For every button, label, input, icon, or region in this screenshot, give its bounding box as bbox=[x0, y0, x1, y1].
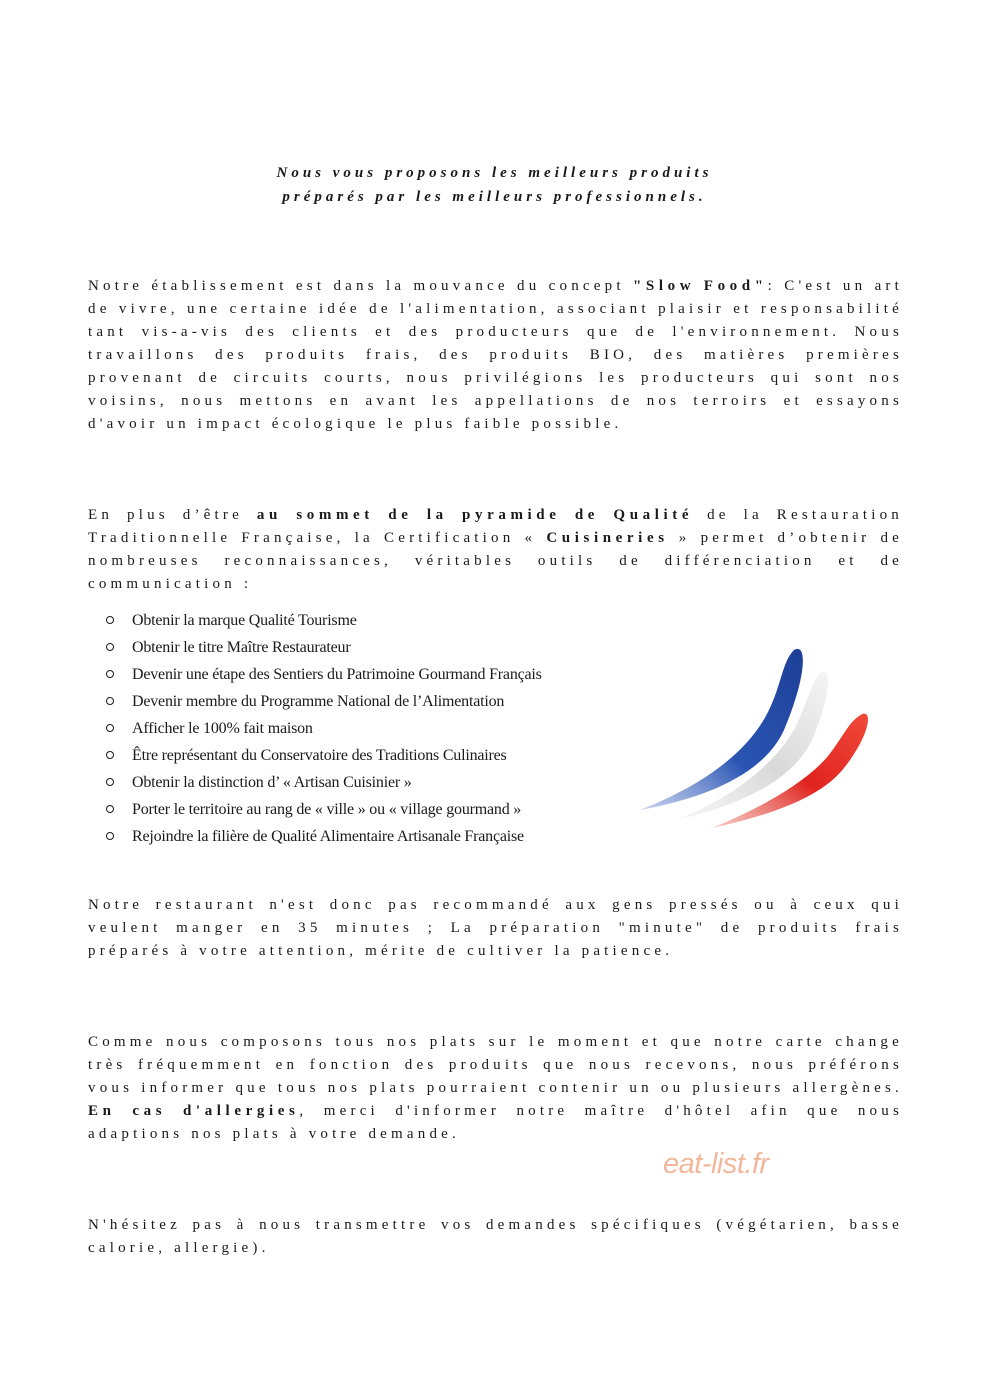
intro-line-1: Nous vous proposons les meilleurs produits bbox=[276, 165, 713, 181]
p2-text-a: En plus d’être bbox=[88, 507, 257, 523]
p4-text-a: Comme nous composons tous nos plats sur le moment et que notre carte change très fréquemment en fonction des produits que nous recevons, nous préférons vous informer que tous nos plats pourraient contenir un ou plusieurs allergènes. bbox=[88, 1034, 903, 1096]
bullet-circle-icon bbox=[106, 805, 114, 813]
list-item-label: Devenir une étape des Sentiers du Patrimoine Gourmand Français bbox=[132, 666, 542, 683]
list-item bbox=[104, 769, 542, 796]
list-item-label: Porter le territoire au rang de « ville » ou « village gourmand » bbox=[132, 801, 522, 818]
p2-pyramid: au sommet de la pyramide de Qualité bbox=[256, 507, 694, 523]
list-item bbox=[104, 715, 542, 742]
list-item bbox=[104, 661, 542, 688]
p1-text-c: : C'est un art de vivre, une certaine idée de l'alimentation, associant plaisir et responsabilité tant vis-a-vis des clients et des producteurs que de l'environnement. Nous travaillons des produits frais, des produits BIO, des matières premières provenant de circuits courts, nous privilégions les producteurs qui sont nos voisins, nous mettons en avant les appellations de nos terroirs et essayons d'avoir un impact écologique le plus faible possible. bbox=[88, 278, 903, 432]
list-item-label: Être représentant du Conservatoire des Traditions Culinaires bbox=[132, 747, 507, 764]
list-item bbox=[104, 742, 542, 769]
paragraph-certification bbox=[88, 504, 903, 596]
flag-blue-stripe bbox=[640, 649, 803, 810]
p1-slow-food: "Slow Food" bbox=[632, 278, 768, 294]
p2-text-e: » permet d’obtenir de nombreuses reconnaissances, véritables outils de différenciation et de communication : bbox=[88, 530, 904, 592]
bullet-circle-icon bbox=[106, 832, 114, 840]
bullet-circle-icon bbox=[106, 643, 114, 651]
bullet-circle-icon bbox=[106, 697, 114, 705]
list-item-label: Obtenir la distinction d’ « Artisan Cuisinier » bbox=[132, 774, 412, 791]
list-item bbox=[104, 688, 542, 715]
list-item-label: Devenir membre du Programme National de l’Alimentation bbox=[132, 693, 505, 710]
intro-heading bbox=[0, 161, 989, 209]
bullet-circle-icon bbox=[106, 778, 114, 786]
recognition-list bbox=[104, 607, 542, 850]
intro-line-2: préparés par les meilleurs professionnels. bbox=[282, 189, 707, 205]
p4-allergies: En cas d'allergies bbox=[88, 1103, 300, 1119]
list-item-label: Rejoindre la filière de Qualité Alimentaire Artisanale Française bbox=[132, 828, 524, 845]
list-item-label: Afficher le 100% fait maison bbox=[132, 720, 313, 737]
paragraph-patience: Notre restaurant n'est donc pas recommandé aux gens pressés ou à ceux qui veulent manger en 35 minutes ; La préparation "minute" de produits frais préparés à votre attention, mérite de cultiver la patience. bbox=[88, 897, 903, 959]
bullet-circle-icon bbox=[106, 724, 114, 732]
list-item-label: Obtenir le titre Maître Restaurateur bbox=[132, 639, 351, 656]
watermark: eat-list.fr bbox=[663, 1148, 769, 1180]
bullet-circle-icon bbox=[106, 670, 114, 678]
list-item bbox=[104, 823, 542, 850]
p2-text-c: de la Restauration Traditionnelle Française, la Certification « bbox=[88, 507, 903, 546]
list-item bbox=[104, 796, 542, 823]
list-item bbox=[104, 607, 542, 634]
list-item-label: Obtenir la marque Qualité Tourisme bbox=[132, 612, 357, 629]
paragraph-requests: N'hésitez pas à nous transmettre vos demandes spécifiques (végétarien, basse calorie, allergie). bbox=[88, 1217, 903, 1256]
p1-text-a: Notre établissement est dans la mouvance du concept bbox=[88, 278, 633, 294]
p4-text-c: , merci d'informer notre maître d'hôtel afin que nous adaptions nos plats à votre demande. bbox=[88, 1103, 903, 1142]
bullet-circle-icon bbox=[106, 616, 114, 624]
p2-cuisineries: Cuisineries bbox=[546, 530, 669, 546]
paragraph-slow-food bbox=[88, 275, 903, 436]
french-flag-swoosh-icon bbox=[636, 638, 876, 833]
paragraph-allergens bbox=[88, 1031, 903, 1146]
list-item bbox=[104, 634, 542, 661]
bullet-circle-icon bbox=[106, 751, 114, 759]
